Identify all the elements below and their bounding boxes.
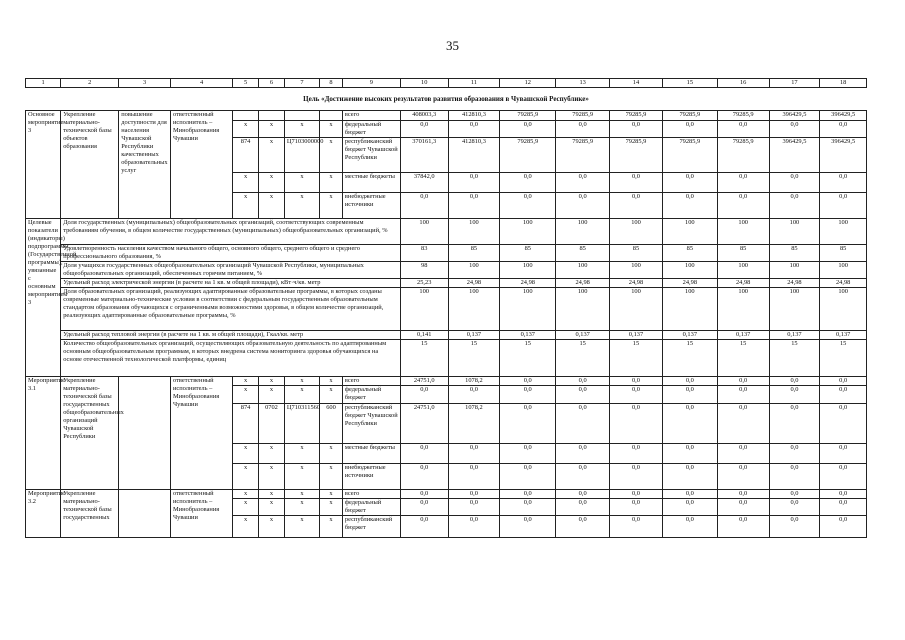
executor: ответственный исполнитель – Минобразования Чувашии <box>170 377 232 490</box>
value-cell: 0,0 <box>500 377 556 386</box>
value-cell: 0,0 <box>662 464 717 490</box>
value-cell: 79285,9 <box>717 111 769 121</box>
budget-code: Ц7103000000 <box>284 138 319 173</box>
indicator-value: 24,98 <box>500 279 556 288</box>
indicator-value: 100 <box>769 288 820 331</box>
value-cell: 0,0 <box>662 404 717 444</box>
budget-code <box>320 111 343 121</box>
indicators-label: Целевые показатели (индикаторы) подпрограммы (Государственной программы), увязанные с основным мероприятием 3 <box>26 219 61 377</box>
indicator-value: 85 <box>448 245 500 262</box>
value-cell: 24751,0 <box>400 404 448 444</box>
indicator-value: 15 <box>717 340 769 377</box>
indicator-value: 85 <box>556 245 610 262</box>
value-cell: 0,0 <box>662 499 717 516</box>
value-cell: 0,0 <box>610 193 663 219</box>
value-cell: 0,0 <box>610 499 663 516</box>
value-cell: 0,0 <box>448 121 500 138</box>
table-row <box>26 88 867 111</box>
funding-source: республиканский бюджет Чувашской Республики <box>342 138 400 173</box>
budget-code: x <box>320 121 343 138</box>
table-row <box>26 331 867 340</box>
column-header: 9 <box>342 79 400 88</box>
indicator-value: 0,141 <box>400 331 448 340</box>
budget-code: x <box>259 193 285 219</box>
indicator-value: 15 <box>610 340 663 377</box>
budget-code: x <box>284 490 319 499</box>
value-cell: 408003,3 <box>400 111 448 121</box>
value-cell: 0,0 <box>500 499 556 516</box>
value-cell: 0,0 <box>400 464 448 490</box>
program-table <box>25 78 867 538</box>
activity-goal: повышение доступности для населения Чувашской Республики качественных образовательных услуг <box>119 111 171 219</box>
indicator-value: 85 <box>662 245 717 262</box>
value-cell: 0,0 <box>500 516 556 538</box>
indicator-value: 100 <box>769 219 820 245</box>
value-cell: 0,0 <box>769 499 820 516</box>
value-cell: 0,0 <box>610 464 663 490</box>
value-cell: 0,0 <box>556 404 610 444</box>
value-cell: 79285,9 <box>717 138 769 173</box>
value-cell: 412810,3 <box>448 111 500 121</box>
budget-code: x <box>233 499 259 516</box>
indicator-value: 0,137 <box>556 331 610 340</box>
value-cell: 0,0 <box>769 386 820 404</box>
indicator-value: 24,98 <box>769 279 820 288</box>
budget-code: x <box>320 444 343 464</box>
value-cell: 0,0 <box>717 404 769 444</box>
budget-code: x <box>320 386 343 404</box>
value-cell: 0,0 <box>556 464 610 490</box>
value-cell: 0,0 <box>662 386 717 404</box>
budget-code: x <box>320 516 343 538</box>
table-row <box>26 377 867 386</box>
budget-code: x <box>259 516 285 538</box>
indicator-value: 0,137 <box>610 331 663 340</box>
value-cell: 79285,9 <box>556 138 610 173</box>
indicator-value: 85 <box>820 245 867 262</box>
value-cell: 0,0 <box>556 444 610 464</box>
executor: ответственный исполнитель – Минобразования Чувашии <box>170 490 232 538</box>
value-cell: 0,0 <box>769 516 820 538</box>
value-cell: 1078,2 <box>448 377 500 386</box>
budget-code: x <box>284 464 319 490</box>
indicator-value: 100 <box>610 219 663 245</box>
column-header: 16 <box>717 79 769 88</box>
budget-code: x <box>259 173 285 193</box>
value-cell: 0,0 <box>717 499 769 516</box>
value-cell: 0,0 <box>820 499 867 516</box>
value-cell: 0,0 <box>717 464 769 490</box>
value-cell: 0,0 <box>662 377 717 386</box>
budget-code: x <box>284 173 319 193</box>
activity-name: Мероприятие 3.2 <box>26 490 61 538</box>
funding-source: республиканский бюджет Чувашской Республики <box>342 404 400 444</box>
value-cell: 0,0 <box>448 499 500 516</box>
activity-description: Укрепление материально-технической базы государственных общеобразовательных организаций Чувашской Республики <box>61 377 119 490</box>
value-cell: 0,0 <box>610 377 663 386</box>
table-row <box>26 288 867 331</box>
value-cell: 79285,9 <box>500 111 556 121</box>
budget-code: x <box>233 490 259 499</box>
value-cell: 79285,9 <box>610 111 663 121</box>
value-cell: 0,0 <box>820 490 867 499</box>
indicator-text: Доля образовательных организаций, реализующих адаптированные образовательные программы, в которых созданы современные материально-технические условия в соответствии с федеральным государственным образовательным стандартом образования обучающихся с ограниченными возможностями здоровья, в общем количестве организаций, реализующих адаптированные образовательные программы, % <box>61 288 401 331</box>
value-cell: 0,0 <box>820 516 867 538</box>
indicator-value: 15 <box>662 340 717 377</box>
budget-code: x <box>233 173 259 193</box>
column-header: 12 <box>500 79 556 88</box>
table-row <box>26 79 867 88</box>
value-cell: 0,0 <box>769 121 820 138</box>
value-cell: 0,0 <box>662 444 717 464</box>
budget-code: x <box>320 464 343 490</box>
column-header: 6 <box>259 79 285 88</box>
column-header: 2 <box>61 79 119 88</box>
indicator-value: 100 <box>500 288 556 331</box>
value-cell: 0,0 <box>820 377 867 386</box>
page-number: 35 <box>446 38 459 53</box>
column-header: 13 <box>556 79 610 88</box>
value-cell: 396429,5 <box>769 138 820 173</box>
value-cell: 79285,9 <box>662 138 717 173</box>
value-cell: 0,0 <box>610 121 663 138</box>
table-row <box>26 111 867 121</box>
indicator-value: 100 <box>662 262 717 279</box>
indicator-value: 15 <box>448 340 500 377</box>
budget-code: x <box>259 121 285 138</box>
value-cell: 0,0 <box>556 516 610 538</box>
budget-code: 874 <box>233 404 259 444</box>
funding-source: местные бюджеты <box>342 173 400 193</box>
indicator-value: 100 <box>500 219 556 245</box>
indicator-value: 100 <box>448 262 500 279</box>
value-cell: 0,0 <box>662 516 717 538</box>
funding-source: всего <box>342 111 400 121</box>
value-cell: 0,0 <box>769 173 820 193</box>
indicator-value: 15 <box>500 340 556 377</box>
budget-code: x <box>233 121 259 138</box>
value-cell: 0,0 <box>717 444 769 464</box>
value-cell: 0,0 <box>820 173 867 193</box>
value-cell: 0,0 <box>662 193 717 219</box>
value-cell: 0,0 <box>556 499 610 516</box>
indicator-value: 100 <box>556 219 610 245</box>
budget-code: Ц710311560 <box>284 404 319 444</box>
table-row <box>26 340 867 377</box>
value-cell: 0,0 <box>556 386 610 404</box>
indicator-value: 24,98 <box>717 279 769 288</box>
indicator-value: 85 <box>610 245 663 262</box>
value-cell: 0,0 <box>820 193 867 219</box>
budget-code: x <box>259 490 285 499</box>
value-cell: 0,0 <box>717 516 769 538</box>
value-cell: 0,0 <box>769 193 820 219</box>
indicator-value: 100 <box>610 288 663 331</box>
indicator-value: 85 <box>717 245 769 262</box>
value-cell: 0,0 <box>556 121 610 138</box>
activity-description: Укрепление материально-технической базы государственных <box>61 490 119 538</box>
value-cell: 0,0 <box>610 404 663 444</box>
indicator-value: 100 <box>820 288 867 331</box>
value-cell: 0,0 <box>500 464 556 490</box>
value-cell: 0,0 <box>500 193 556 219</box>
value-cell: 79285,9 <box>610 138 663 173</box>
budget-code: x <box>320 173 343 193</box>
indicator-text: Удельный расход электрической энергии (в расчете на 1 кв. м общей площади), кВт·ч/кв. метр <box>61 279 401 288</box>
indicator-text: Доля учащихся государственных общеобразовательных организаций Чувашской Республики, муниципальных общеобразовательных организаций, обеспеченных горячим питанием, % <box>61 262 401 279</box>
column-header: 18 <box>820 79 867 88</box>
budget-code: 600 <box>320 404 343 444</box>
indicator-value: 15 <box>769 340 820 377</box>
budget-code: 0702 <box>259 404 285 444</box>
table-row <box>26 490 867 499</box>
budget-code: x <box>284 516 319 538</box>
column-header: 15 <box>662 79 717 88</box>
value-cell: 0,0 <box>769 377 820 386</box>
budget-code <box>233 111 259 121</box>
indicator-value: 100 <box>500 262 556 279</box>
funding-source: федеральный бюджет <box>342 121 400 138</box>
value-cell: 0,0 <box>448 173 500 193</box>
indicator-value: 85 <box>500 245 556 262</box>
value-cell: 0,0 <box>448 490 500 499</box>
table-row <box>26 279 867 288</box>
indicator-value: 100 <box>769 262 820 279</box>
value-cell: 0,0 <box>717 173 769 193</box>
value-cell: 79285,9 <box>500 138 556 173</box>
funding-source: федеральный бюджет <box>342 386 400 404</box>
budget-code: x <box>320 193 343 219</box>
value-cell: 370161,3 <box>400 138 448 173</box>
activity-goal <box>119 490 171 538</box>
value-cell: 0,0 <box>500 404 556 444</box>
activity-name: Основное мероприятие 3 <box>26 111 61 219</box>
indicator-value: 24,98 <box>610 279 663 288</box>
executor: ответственный исполнитель – Минобразования Чувашии <box>170 111 232 219</box>
budget-code: x <box>320 377 343 386</box>
value-cell: 0,0 <box>610 444 663 464</box>
indicator-text: Доля государственных (муниципальных) общеобразовательных организаций, соответствующих современным требованиям обучения, в общем количестве государственных (муниципальных) общеобразовательных организаций, % <box>61 219 401 245</box>
funding-source: всего <box>342 490 400 499</box>
value-cell: 0,0 <box>820 444 867 464</box>
indicator-text: Количество общеобразовательных организаций, осуществляющих образовательную деятельность по адаптированным основным общеобразовательным программам, в которых внедрена система мониторинга здоровья обучающихся на основе отечественной технологической платформы, единиц <box>61 340 401 377</box>
indicator-value: 24,98 <box>820 279 867 288</box>
value-cell: 0,0 <box>717 121 769 138</box>
value-cell: 0,0 <box>820 404 867 444</box>
value-cell: 0,0 <box>610 516 663 538</box>
indicator-value: 100 <box>400 219 448 245</box>
column-header: 17 <box>769 79 820 88</box>
column-header: 4 <box>170 79 232 88</box>
budget-code: x <box>259 499 285 516</box>
value-cell: 396429,5 <box>820 111 867 121</box>
budget-code: x <box>233 386 259 404</box>
indicator-value: 0,137 <box>717 331 769 340</box>
goal-title: Цель «Достижение высоких результатов развития образования в Чувашской Республике» <box>26 88 867 111</box>
indicator-value: 100 <box>717 288 769 331</box>
value-cell: 0,0 <box>400 499 448 516</box>
value-cell: 0,0 <box>717 193 769 219</box>
indicator-value: 100 <box>662 288 717 331</box>
value-cell: 0,0 <box>769 444 820 464</box>
value-cell: 0,0 <box>400 121 448 138</box>
value-cell: 0,0 <box>448 193 500 219</box>
table-row <box>26 245 867 262</box>
value-cell: 0,0 <box>400 386 448 404</box>
indicator-value: 100 <box>820 262 867 279</box>
value-cell: 0,0 <box>448 386 500 404</box>
value-cell: 0,0 <box>500 386 556 404</box>
value-cell: 0,0 <box>500 490 556 499</box>
indicator-value: 15 <box>556 340 610 377</box>
value-cell: 1078,2 <box>448 404 500 444</box>
budget-code: x <box>320 138 343 173</box>
value-cell: 79285,9 <box>556 111 610 121</box>
indicator-value: 15 <box>820 340 867 377</box>
value-cell: 0,0 <box>610 490 663 499</box>
table-row <box>26 219 867 245</box>
value-cell: 0,0 <box>769 464 820 490</box>
indicator-value: 15 <box>400 340 448 377</box>
value-cell: 0,0 <box>610 386 663 404</box>
funding-source: внебюджетные источники <box>342 464 400 490</box>
indicator-value: 0,137 <box>448 331 500 340</box>
funding-source: внебюджетные источники <box>342 193 400 219</box>
funding-source: всего <box>342 377 400 386</box>
value-cell: 0,0 <box>500 121 556 138</box>
value-cell: 0,0 <box>717 386 769 404</box>
indicator-value: 24,98 <box>556 279 610 288</box>
value-cell: 0,0 <box>717 377 769 386</box>
value-cell: 0,0 <box>662 490 717 499</box>
budget-code: 874 <box>233 138 259 173</box>
indicator-value: 0,137 <box>820 331 867 340</box>
value-cell: 0,0 <box>448 444 500 464</box>
indicator-value: 85 <box>769 245 820 262</box>
indicator-value: 100 <box>448 219 500 245</box>
indicator-value: 25,23 <box>400 279 448 288</box>
indicator-value: 100 <box>556 288 610 331</box>
indicator-value: 24,98 <box>448 279 500 288</box>
value-cell: 412810,3 <box>448 138 500 173</box>
budget-code: x <box>259 464 285 490</box>
indicator-value: 100 <box>662 219 717 245</box>
column-header: 10 <box>400 79 448 88</box>
column-header: 5 <box>233 79 259 88</box>
value-cell: 0,0 <box>769 404 820 444</box>
indicator-value: 100 <box>448 288 500 331</box>
budget-code: x <box>259 377 285 386</box>
budget-code: x <box>233 193 259 219</box>
value-cell: 0,0 <box>400 516 448 538</box>
funding-source: республиканский бюджет <box>342 516 400 538</box>
budget-code: x <box>320 499 343 516</box>
budget-code: x <box>233 377 259 386</box>
value-cell: 0,0 <box>556 173 610 193</box>
indicator-value: 83 <box>400 245 448 262</box>
value-cell: 0,0 <box>820 464 867 490</box>
indicator-value: 0,137 <box>662 331 717 340</box>
budget-code: x <box>284 499 319 516</box>
value-cell: 24751,0 <box>400 377 448 386</box>
indicator-text: Удовлетворенность населения качеством начального общего, основного общего, среднего общего и среднего профессионального образования, % <box>61 245 401 262</box>
budget-code: x <box>284 121 319 138</box>
activity-description: Укрепление материально-технической базы объектов образования <box>61 111 119 219</box>
value-cell: 0,0 <box>400 444 448 464</box>
funding-source: местные бюджеты <box>342 444 400 464</box>
indicator-text: Удельный расход тепловой энергии (в расчете на 1 кв. м общей площади), Гкал/кв. метр <box>61 331 401 340</box>
column-header: 11 <box>448 79 500 88</box>
value-cell: 0,0 <box>717 490 769 499</box>
activity-name: Мероприятие 3.1 <box>26 377 61 490</box>
budget-code: x <box>259 386 285 404</box>
budget-code: x <box>233 464 259 490</box>
budget-code <box>259 111 285 121</box>
budget-code: x <box>284 193 319 219</box>
budget-code: x <box>233 444 259 464</box>
value-cell: 0,0 <box>820 121 867 138</box>
budget-code: x <box>320 490 343 499</box>
column-header: 1 <box>26 79 61 88</box>
value-cell: 0,0 <box>500 173 556 193</box>
indicator-value: 0,137 <box>500 331 556 340</box>
column-header: 14 <box>610 79 663 88</box>
column-header: 8 <box>320 79 343 88</box>
value-cell: 0,0 <box>400 490 448 499</box>
budget-code: x <box>233 516 259 538</box>
value-cell: 0,0 <box>769 490 820 499</box>
activity-goal <box>119 377 171 490</box>
value-cell: 0,0 <box>500 444 556 464</box>
column-header: 3 <box>119 79 171 88</box>
indicator-value: 0,137 <box>769 331 820 340</box>
budget-code: x <box>284 444 319 464</box>
budget-code <box>284 111 319 121</box>
value-cell: 0,0 <box>610 173 663 193</box>
value-cell: 0,0 <box>448 464 500 490</box>
value-cell: 37842,0 <box>400 173 448 193</box>
indicator-value: 24,98 <box>662 279 717 288</box>
funding-source: федеральный бюджет <box>342 499 400 516</box>
value-cell: 0,0 <box>820 386 867 404</box>
value-cell: 0,0 <box>662 173 717 193</box>
indicator-value: 100 <box>717 262 769 279</box>
budget-code: x <box>284 377 319 386</box>
budget-code: x <box>259 444 285 464</box>
value-cell: 0,0 <box>556 193 610 219</box>
value-cell: 396429,5 <box>820 138 867 173</box>
indicator-value: 100 <box>610 262 663 279</box>
value-cell: 0,0 <box>662 121 717 138</box>
value-cell: 0,0 <box>400 193 448 219</box>
table-row <box>26 262 867 279</box>
budget-code: x <box>259 138 285 173</box>
value-cell: 396429,5 <box>769 111 820 121</box>
indicator-value: 98 <box>400 262 448 279</box>
indicator-value: 100 <box>400 288 448 331</box>
value-cell: 0,0 <box>448 516 500 538</box>
indicator-value: 100 <box>556 262 610 279</box>
column-header: 7 <box>284 79 319 88</box>
indicator-value: 100 <box>717 219 769 245</box>
value-cell: 0,0 <box>556 377 610 386</box>
value-cell: 79285,9 <box>662 111 717 121</box>
value-cell: 0,0 <box>556 490 610 499</box>
budget-code: x <box>284 386 319 404</box>
indicator-value: 100 <box>820 219 867 245</box>
